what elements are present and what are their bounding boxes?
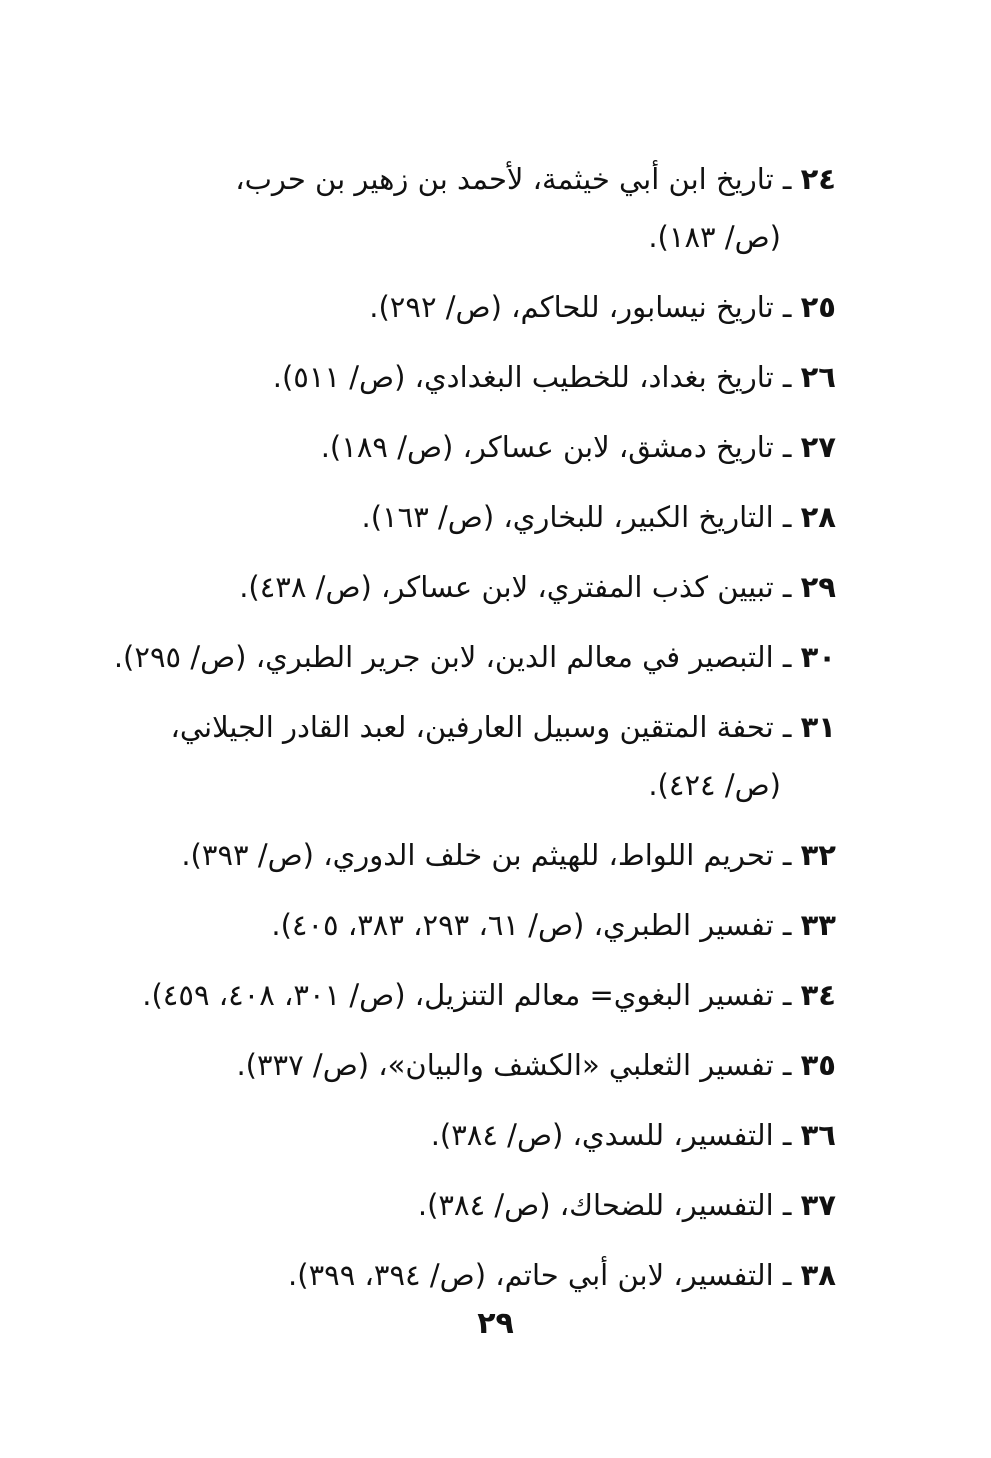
entry-separator: ـ [773, 1048, 801, 1082]
entry-separator: ـ [773, 360, 801, 394]
entry-text: تفسير البغوي= معالم التنزيل، (ص/ ٣٠١، ٤٠٨، ٤٥٩). [142, 978, 774, 1012]
entry-continuation: (ص/ ١٨٣). [648, 220, 781, 254]
entry-number: ٢٦ [800, 360, 836, 394]
entry-number: ٣٨ [800, 1258, 836, 1292]
entry-number: ٣٤ [800, 978, 836, 1012]
list-item [101, 628, 836, 686]
list-item [101, 278, 836, 336]
entry-number: ٣١ [800, 710, 836, 744]
entry-number: ٢٤ [800, 162, 836, 196]
entry-text: تبيين كذب المفتري، لابن عساكر، (ص/ ٤٣٨). [239, 570, 774, 604]
entry-text: تاريخ بغداد، للخطيب البغدادي، (ص/ ٥١١). [272, 360, 774, 394]
list-item [101, 558, 836, 616]
list-item [101, 826, 836, 884]
entry-separator: ـ [773, 710, 801, 744]
list-item [101, 348, 836, 406]
list-item [101, 418, 836, 476]
entry-text: التفسير، للضحاك، (ص/ ٣٨٤). [417, 1188, 774, 1222]
entry-text: التبصير في معالم الدين، لابن جرير الطبري، (ص/ ٢٩٥). [113, 640, 774, 674]
list-item [101, 1176, 836, 1234]
entry-text: تفسير الثعلبي «الكشف والبيان»، (ص/ ٣٣٧). [236, 1048, 774, 1082]
entry-number: ٢٧ [800, 430, 836, 464]
entry-text: تحفة المتقين وسبيل العارفين، لعبد القادر الجيلاني، [170, 710, 774, 744]
entry-number: ٣٠ [800, 640, 836, 674]
entry-separator: ـ [773, 978, 801, 1012]
entry-number: ٣٢ [800, 838, 836, 872]
entry-text: التفسير، للسدي، (ص/ ٣٨٤). [430, 1118, 774, 1152]
page-number: ٢٩ [477, 1306, 514, 1341]
entry-text: تاريخ دمشق، لابن عساكر، (ص/ ١٨٩). [320, 430, 774, 464]
entry-continuation: (ص/ ٤٢٤). [648, 768, 781, 802]
entry-text: تحريم اللواط، للهيثم بن خلف الدوري، (ص/ ٣٩٣). [181, 838, 774, 872]
entry-text: تاريخ ابن أبي خيثمة، لأحمد بن زهير بن حرب، [235, 162, 774, 196]
entry-separator: ـ [773, 1258, 801, 1292]
entry-separator: ـ [773, 290, 801, 324]
list-item [101, 698, 836, 814]
entry-number: ٣٧ [800, 1188, 836, 1222]
list-item [101, 1106, 836, 1164]
entry-separator: ـ [773, 1188, 801, 1222]
entry-number: ٢٥ [800, 290, 836, 324]
entry-number: ٣٥ [800, 1048, 836, 1082]
entry-text: التاريخ الكبير، للبخاري، (ص/ ١٦٣). [361, 500, 774, 534]
entry-separator: ـ [773, 908, 801, 942]
list-item [101, 1246, 836, 1304]
entry-text: تاريخ نيسابور، للحاكم، (ص/ ٢٩٢). [369, 290, 774, 324]
entry-number: ٣٦ [800, 1118, 836, 1152]
entry-separator: ـ [773, 162, 801, 196]
entry-number: ٢٨ [800, 500, 836, 534]
entry-separator: ـ [773, 430, 801, 464]
entry-separator: ـ [773, 640, 801, 674]
entry-separator: ـ [773, 570, 801, 604]
list-item [101, 966, 836, 1024]
entry-number: ٣٣ [800, 908, 836, 942]
list-item [101, 1036, 836, 1094]
entry-text: تفسير الطبري، (ص/ ٦١، ٢٩٣، ٣٨٣، ٤٠٥). [271, 908, 774, 942]
entry-separator: ـ [773, 838, 801, 872]
bibliography-list [101, 150, 836, 1316]
entry-number: ٢٩ [800, 570, 836, 604]
entry-text: التفسير، لابن أبي حاتم، (ص/ ٣٩٤، ٣٩٩). [288, 1258, 774, 1292]
list-item [101, 150, 836, 266]
list-item [101, 896, 836, 954]
entry-separator: ـ [773, 500, 801, 534]
entry-separator: ـ [773, 1118, 801, 1152]
list-item [101, 488, 836, 546]
